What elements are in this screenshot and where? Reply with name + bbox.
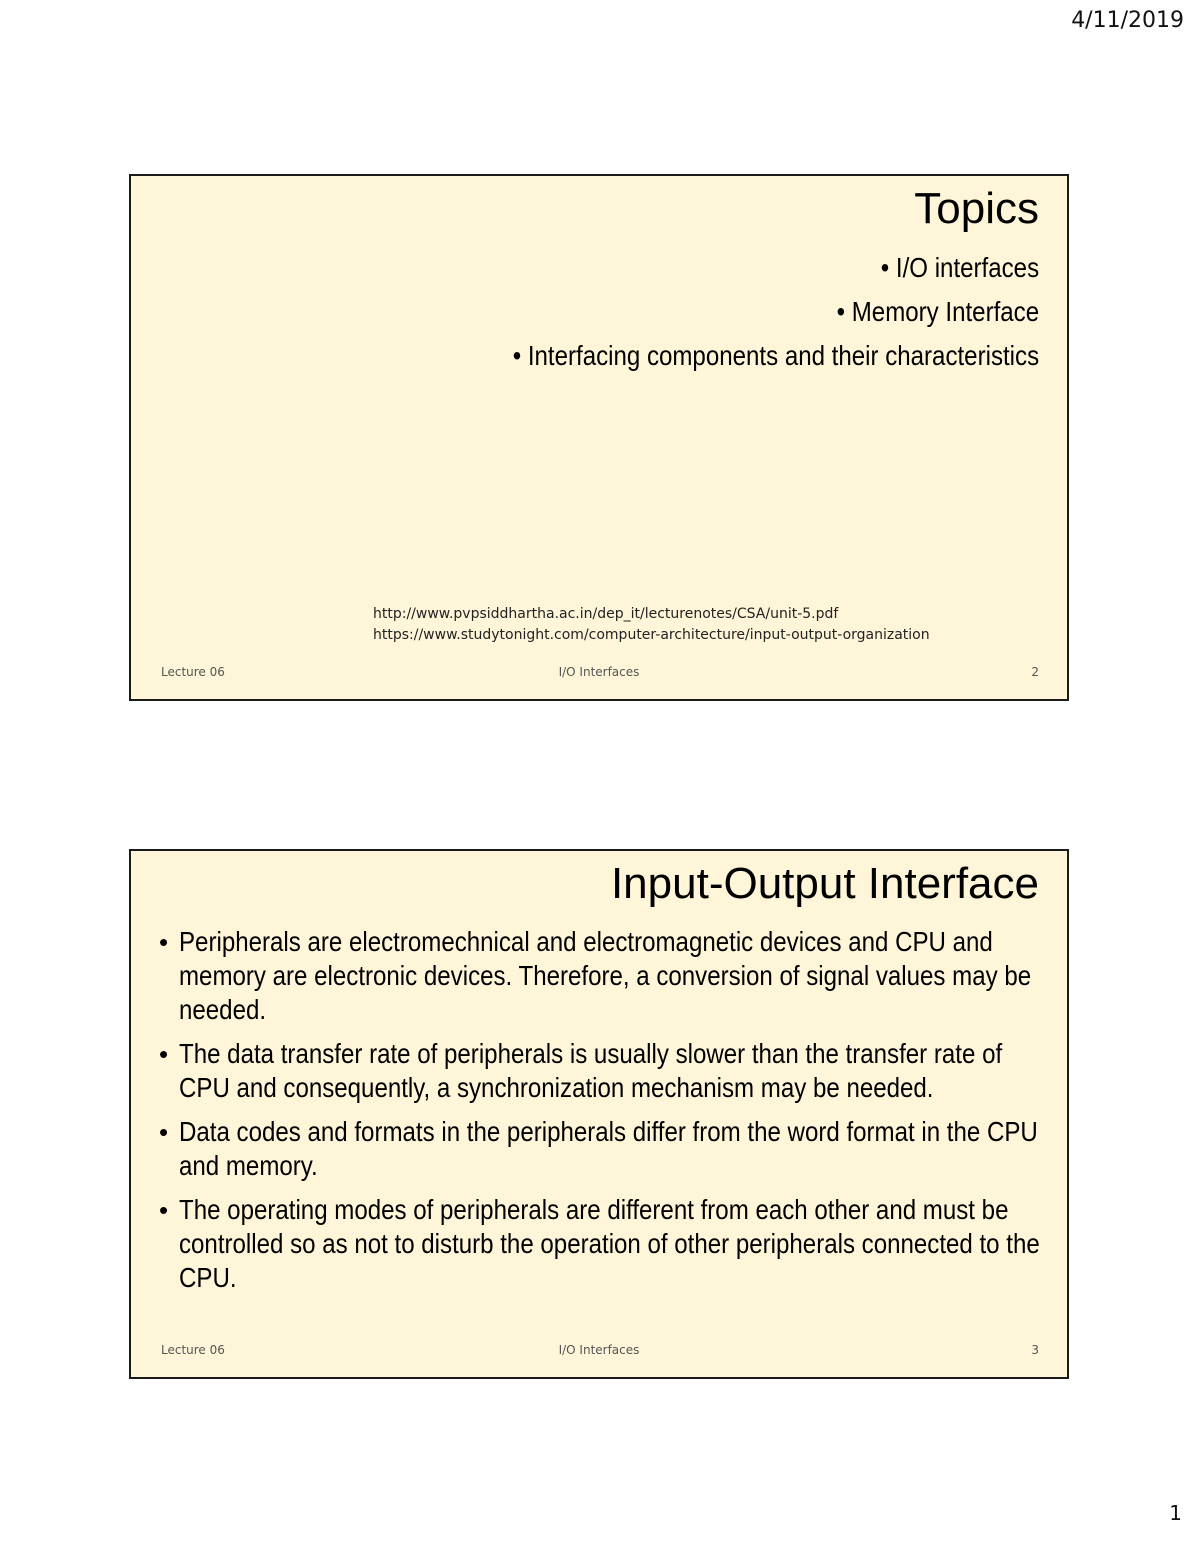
topic-item: • I/O interfaces xyxy=(880,252,1039,283)
slide-footer xyxy=(131,665,1067,683)
reference-link[interactable]: https://www.studytonight.com/computer-architecture/input-output-organization xyxy=(373,627,930,643)
slide-title: Input-Output Interface xyxy=(610,859,1039,908)
bullet-text: • Data codes and formats in the peripherals differ from the word format in the CPU and memory. xyxy=(179,1116,1038,1181)
page-number: 1 xyxy=(1169,1501,1182,1525)
bullet-item xyxy=(159,1193,1043,1295)
bullet-item xyxy=(159,1037,1043,1105)
bullet-text: • The data transfer rate of peripherals is usually slower than the transfer rate of CPU and consequently, a synchronization mechanism may be needed. xyxy=(179,1038,1003,1103)
footer-slide-number: 2 xyxy=(1031,665,1039,679)
topic-item: • Interfacing components and their characteristics xyxy=(512,340,1039,371)
slide-title: Topics xyxy=(914,184,1039,233)
slide-topics xyxy=(129,174,1069,701)
bullet-text: • Peripherals are electromechnical and electromagnetic devices and CPU and memory are electronic devices. Therefore, a conversion of signal values may be needed. xyxy=(179,926,1032,1025)
footer-topic: I/O Interfaces xyxy=(558,1343,640,1357)
topic-item: • Memory Interface xyxy=(836,296,1039,327)
slide-footer xyxy=(131,1343,1067,1361)
reference-links xyxy=(373,604,930,646)
footer-slide-number: 3 xyxy=(1031,1343,1039,1357)
topic-list xyxy=(427,246,1039,378)
footer-lecture: Lecture 06 xyxy=(161,665,225,679)
reference-link[interactable]: http://www.pvpsiddhartha.ac.in/dep_it/lecturenotes/CSA/unit-5.pdf xyxy=(373,606,839,622)
bullet-text: • The operating modes of peripherals are different from each other and must be controlled so as not to disturb the operation of other peripherals connected to the CPU. xyxy=(179,1194,1040,1293)
slide-input-output-interface xyxy=(129,849,1069,1379)
page-date: 4/11/2019 xyxy=(1071,8,1184,33)
footer-lecture: Lecture 06 xyxy=(161,1343,225,1357)
bullet-list xyxy=(159,925,1043,1305)
footer-topic: I/O Interfaces xyxy=(558,665,640,679)
bullet-item xyxy=(159,1115,1043,1183)
bullet-item xyxy=(159,925,1043,1027)
